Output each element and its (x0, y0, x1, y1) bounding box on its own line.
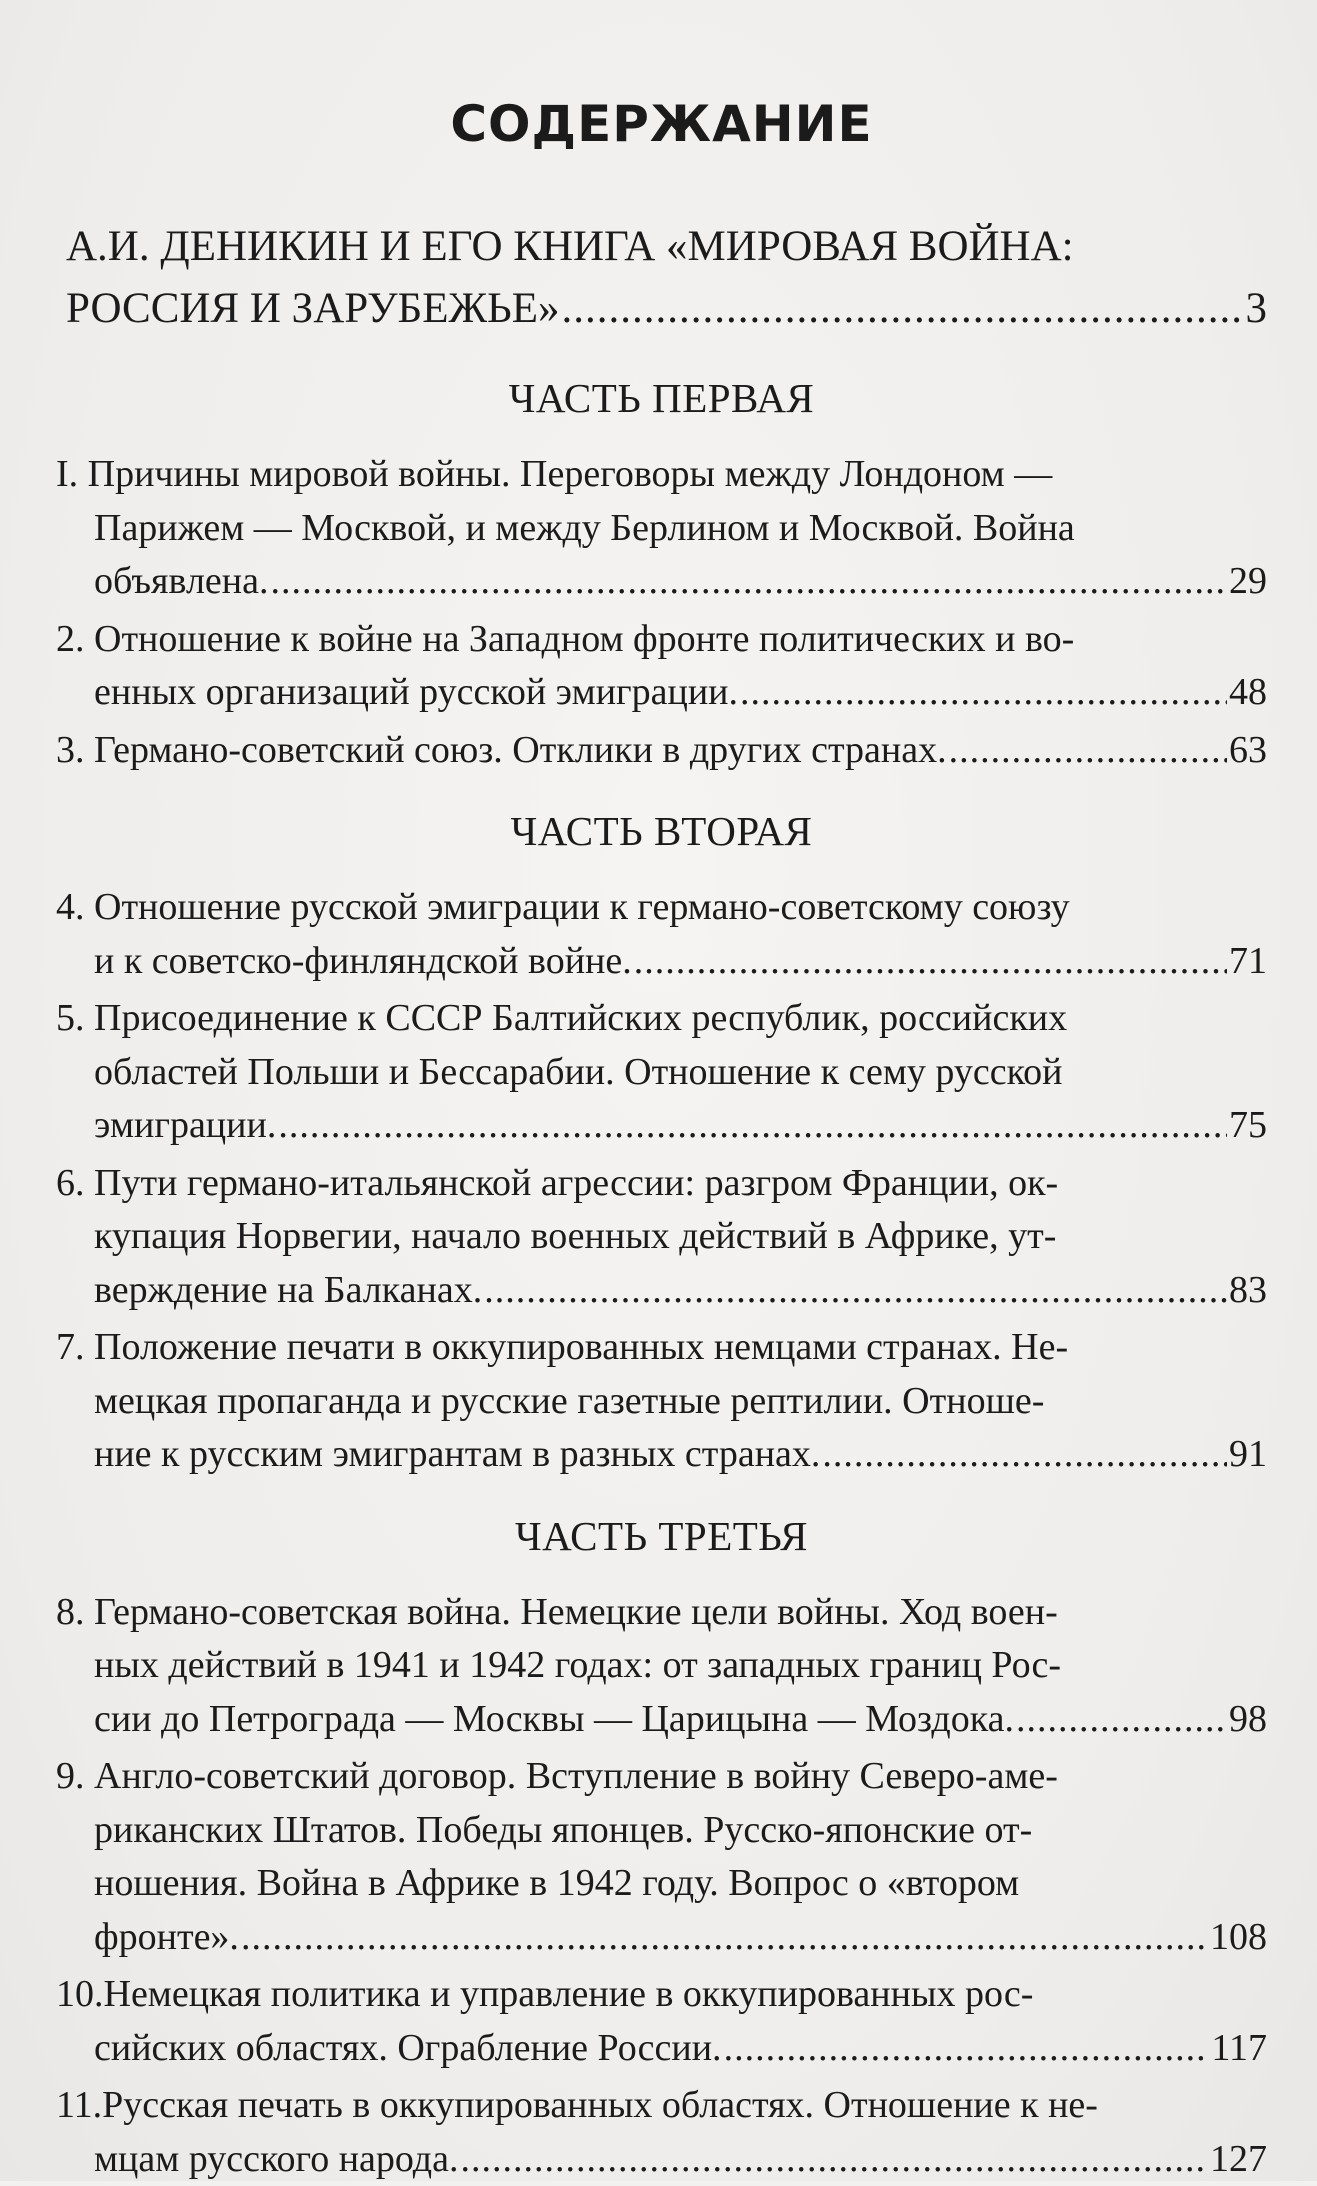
toc-page-number: 127 (1210, 2133, 1267, 2186)
toc-entry-line: 6. Пути германо-итальянской агрессии: разгром Франции, ок- (56, 1157, 1267, 1211)
toc-entry-line: 8. Германо-советская война. Немецкие цели войны. Ход воен- (56, 1586, 1267, 1640)
toc-entry-line: и к советско-финляндской войне. (94, 935, 632, 989)
dot-leader (740, 666, 1227, 720)
toc-intro-line: РОССИЯ И ЗАРУБЕЖЬЕ» (66, 278, 560, 340)
dot-leader (1016, 1693, 1227, 1747)
toc-entry (56, 992, 1267, 1153)
part-heading: ЧАСТЬ ПЕРВАЯ (56, 368, 1267, 428)
part-heading: ЧАСТЬ ТРЕТЬЯ (56, 1506, 1267, 1566)
toc-page-number: 98 (1229, 1693, 1267, 1747)
part-heading: ЧАСТЬ ВТОРАЯ (56, 801, 1267, 861)
toc-entry-line: 2. Отношение к войне на Западном фронте политических и во- (56, 613, 1267, 667)
dot-leader (241, 1911, 1208, 1965)
toc-intro-entry (66, 216, 1267, 340)
toc-entry-line: I. Причины мировой войны. Переговоры между Лондоном — (56, 448, 1267, 502)
toc-entry (56, 881, 1267, 988)
toc-entry (56, 613, 1267, 720)
dot-leader (634, 935, 1227, 989)
dot-leader (822, 1428, 1227, 1482)
toc-entry-line: эмиграции. (94, 1099, 276, 1153)
toc-entry-line: 4. Отношение русской эмиграции к германо-советскому союзу (56, 881, 1267, 935)
dot-leader (271, 555, 1228, 609)
toc-entry-line: 5. Присоединение к СССР Балтийских республик, российских (56, 992, 1267, 1046)
toc-page-number: 3 (1246, 278, 1268, 340)
toc-entry-line: сийских областях. Ограбление России. (94, 2022, 722, 2076)
toc-entry-last-line (56, 1911, 1267, 1965)
toc-entry-line: 10.Немецкая политика и управление в оккупированных рос- (56, 1968, 1267, 2022)
toc-entry-line: Парижем — Москвой, и между Берлином и Москвой. Война (56, 502, 1267, 556)
toc-entry-last-line (56, 666, 1267, 720)
spacer (56, 1482, 1267, 1506)
toc-entry-line: мцам русского народа. (94, 2133, 459, 2186)
toc-entry-last-line (56, 555, 1267, 609)
toc-entry-line: мецкая пропаганда и русские газетные рептилии. Отноше- (56, 1375, 1267, 1429)
toc-entry-last-line (56, 2022, 1267, 2076)
toc-entry (56, 2079, 1267, 2186)
toc-entry-line: 9. Англо-советский договор. Вступление в войну Северо-аме- (56, 1750, 1267, 1804)
toc-entry (56, 1157, 1267, 1318)
toc-entry (56, 1750, 1267, 1964)
toc-page-number: 108 (1210, 1911, 1267, 1965)
toc-page-number: 48 (1229, 666, 1267, 720)
toc-entry-line: купация Норвегии, начало военных действий в Африке, ут- (56, 1210, 1267, 1264)
toc-entry-last-line (56, 2133, 1267, 2186)
toc-entry-line: 11.Русская печать в оккупированных областях. Отношение к не- (56, 2079, 1267, 2133)
toc-entry-last-line (56, 1099, 1267, 1153)
toc-entry-line: объявлена. (94, 555, 269, 609)
dot-leader (461, 2133, 1208, 2186)
toc-page-number: 71 (1229, 935, 1267, 989)
toc-page-number: 63 (1229, 724, 1267, 778)
toc-entry (56, 724, 1267, 778)
dot-leader (949, 724, 1227, 778)
toc-page-number: 29 (1229, 555, 1267, 609)
toc-entry-line: риканских Штатов. Победы японцев. Русско-японские от- (56, 1804, 1267, 1858)
toc-entry-line: ношения. Война в Африке в 1942 году. Вопрос о «втором (56, 1857, 1267, 1911)
toc-part-2 (56, 801, 1267, 1482)
toc-page-number: 75 (1229, 1099, 1267, 1153)
toc-entry (56, 1586, 1267, 1747)
toc-page-number: 83 (1229, 1264, 1267, 1318)
toc-entry-last-line (56, 1693, 1267, 1747)
toc-entry-last-line (56, 1264, 1267, 1318)
spacer (56, 777, 1267, 801)
toc-page-number: 117 (1211, 2022, 1267, 2076)
toc-part-1 (56, 368, 1267, 777)
toc-entry-line: енных организаций русской эмиграции. (94, 666, 738, 720)
toc-intro-line: А.И. ДЕНИКИН И ЕГО КНИГА «МИРОВАЯ ВОЙНА: (66, 216, 1267, 278)
toc-intro-last-line (66, 278, 1267, 340)
dot-leader (278, 1099, 1227, 1153)
toc-entry-line: фронте». (94, 1911, 239, 1965)
toc-page-number: 91 (1229, 1428, 1267, 1482)
toc-entry-last-line (56, 724, 1267, 778)
toc-entry-line: 7. Положение печати в оккупированных немцами странах. Не- (56, 1321, 1267, 1375)
dot-leader (724, 2022, 1210, 2076)
toc-entry-last-line (56, 935, 1267, 989)
toc-entry-line: верждение на Балканах. (94, 1264, 482, 1318)
toc-entry-line: 3. Германо-советский союз. Отклики в других странах. (56, 724, 947, 778)
toc-entry-last-line (56, 1428, 1267, 1482)
toc-entry-line: областей Польши и Бессарабии. Отношение к сему русской (56, 1046, 1267, 1100)
dot-leader (562, 278, 1244, 340)
toc-entry (56, 1321, 1267, 1482)
toc-entry-line: ных действий в 1941 и 1942 годах: от западных границ Рос- (56, 1639, 1267, 1693)
toc-entry (56, 448, 1267, 609)
toc-part-3 (56, 1506, 1267, 2186)
toc-entry-line: ние к русским эмигрантам в разных странах. (94, 1428, 820, 1482)
toc-title: СОДЕРЖАНИЕ (56, 84, 1267, 164)
toc-entry-line: сии до Петрограда — Москвы — Царицына — Моздока. (94, 1693, 1014, 1747)
toc-entry (56, 1968, 1267, 2075)
dot-leader (484, 1264, 1227, 1318)
